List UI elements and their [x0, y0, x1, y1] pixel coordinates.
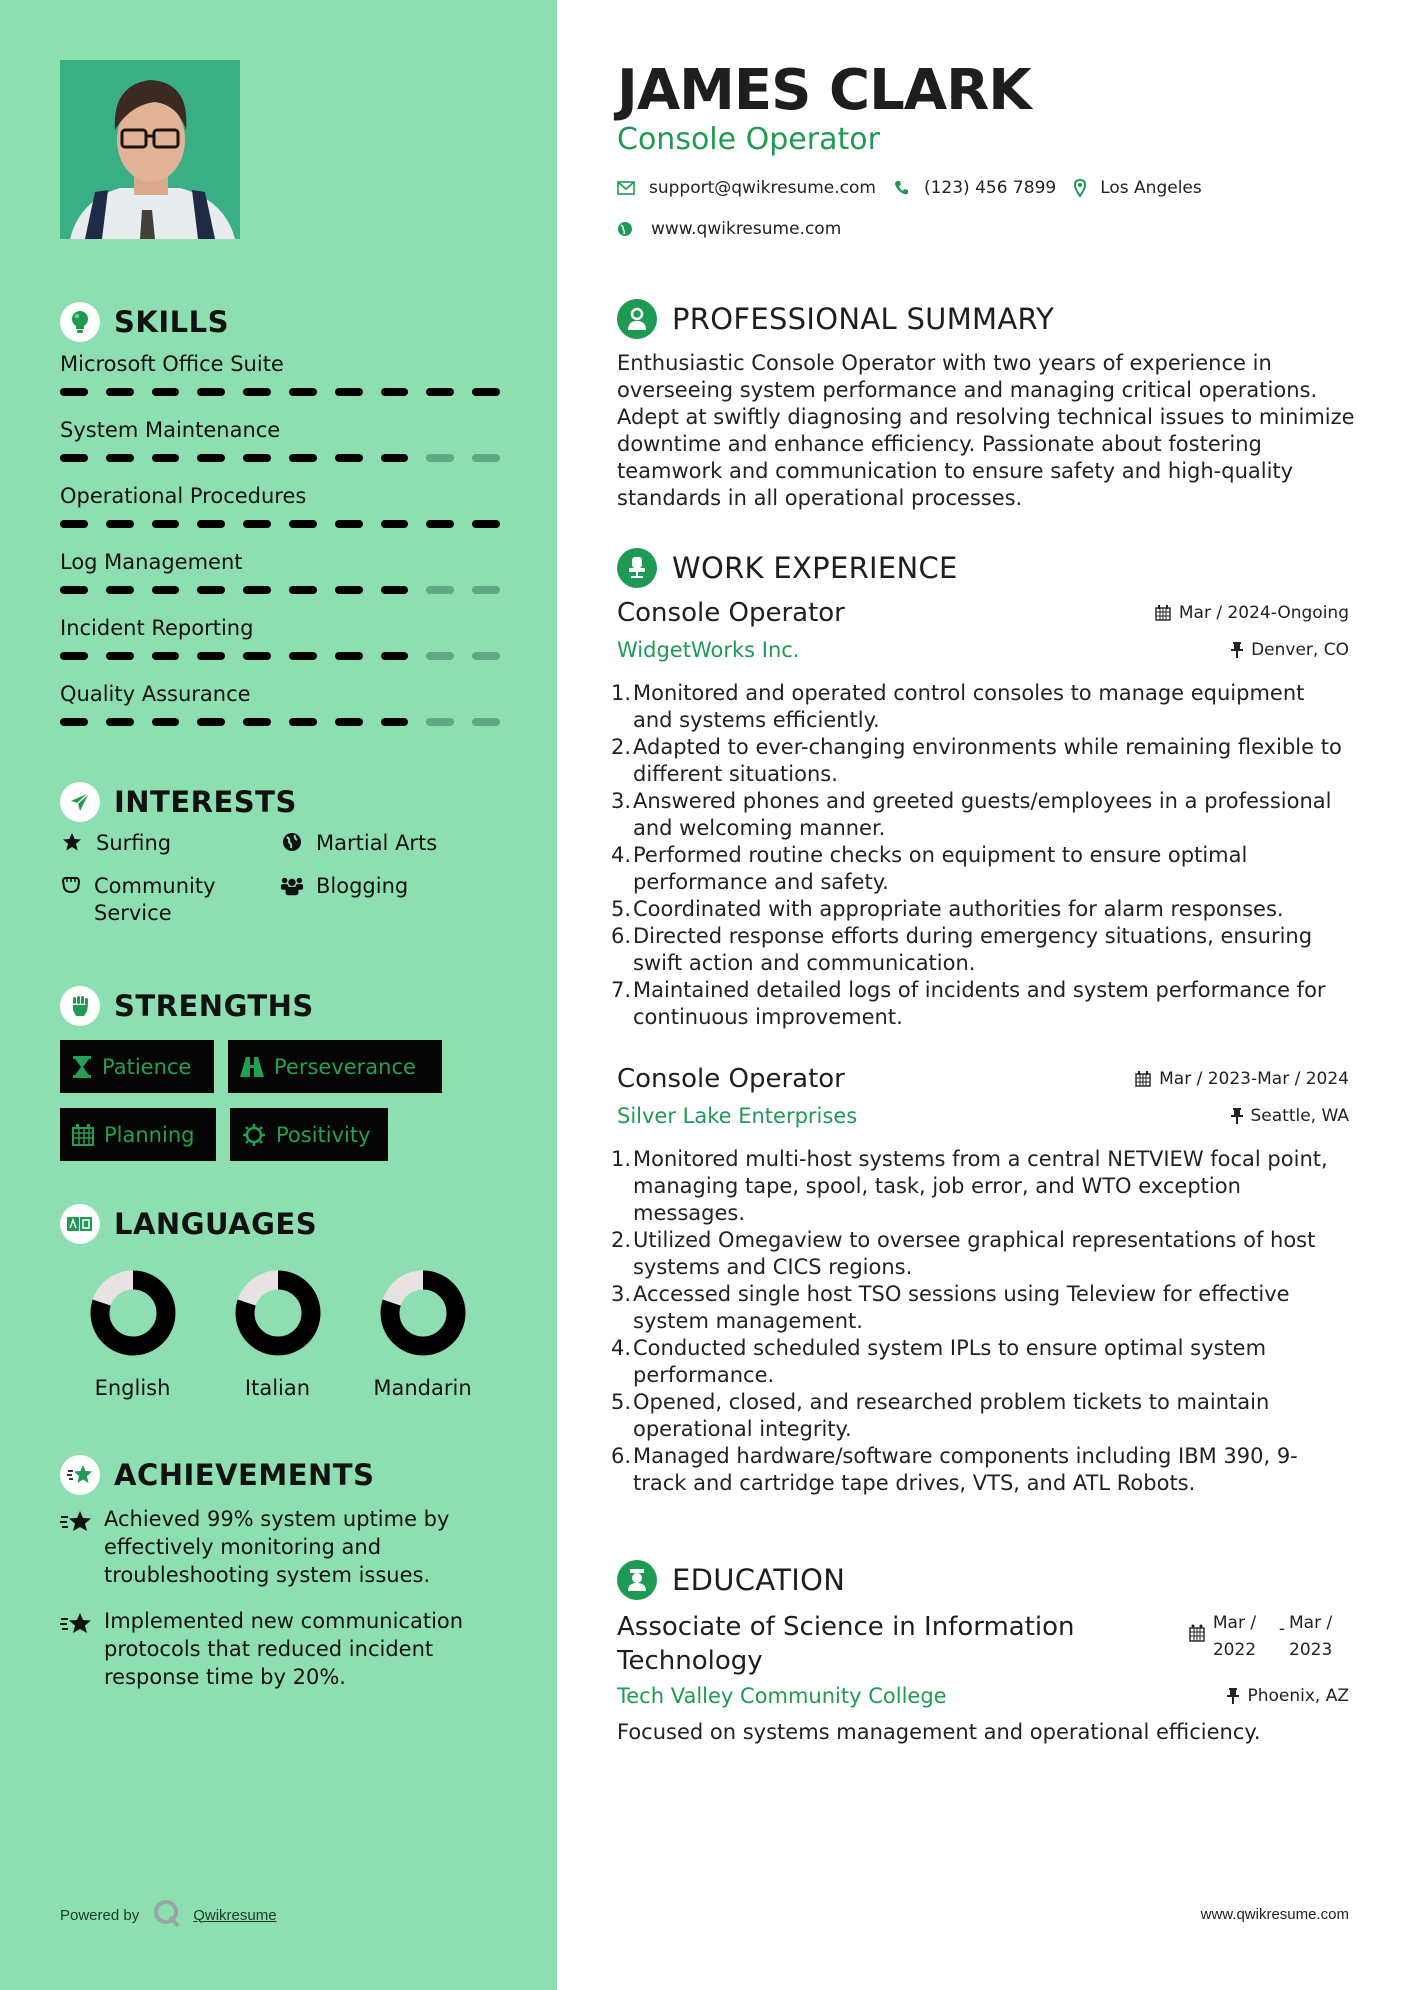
candidate-role: Console Operator	[617, 122, 880, 157]
achievement-item: Implemented new communication protocols that reduced incident response time by 20%.	[60, 1607, 510, 1691]
proficiency-donut	[380, 1270, 466, 1356]
skill-item	[60, 482, 500, 548]
interest-item: Martial Arts	[280, 830, 500, 857]
experience-heading: WORK EXPERIENCE	[617, 548, 958, 588]
strength-chip: Perseverance	[228, 1040, 442, 1093]
skill-name: Incident Reporting	[60, 616, 254, 640]
skill-name: Log Management	[60, 550, 243, 574]
language-item: Italian	[205, 1270, 350, 1400]
job-responsibilities	[610, 1146, 1349, 1497]
achievement-item: Achieved 99% system uptime by effectively monitoring and troubleshooting system issues.	[60, 1505, 510, 1589]
company-name: WidgetWorks Inc.	[617, 638, 800, 662]
languages-list	[60, 1270, 495, 1400]
skill-rating-bar	[60, 520, 500, 528]
website-contact	[617, 219, 841, 239]
skill-item	[60, 614, 500, 680]
language-item: Mandarin	[350, 1270, 495, 1400]
calendar-icon	[1155, 605, 1171, 621]
phone-contact: (123) 456 7899	[894, 178, 1056, 198]
strength-chip: Planning	[60, 1108, 216, 1161]
envelope-icon	[617, 181, 635, 195]
job-dates: Mar / 2024-Ongoing	[1155, 603, 1349, 623]
paper-plane-icon	[60, 782, 100, 822]
responsibility-item: 1. Monitored and operated control consoles to manage equipment and systems efficiently.	[610, 681, 1305, 732]
responsibility-item: 4. Performed routine checks on equipment to ensure optimal performance and safety.	[610, 843, 1248, 894]
responsibility-item: 5. Coordinated with appropriate authorities for alarm responses.	[610, 897, 1284, 921]
pushpin-icon	[1231, 1108, 1243, 1124]
candidate-name: JAMES CLARK	[617, 58, 1031, 123]
skill-name: Quality Assurance	[60, 682, 251, 706]
strength-chip: Patience	[60, 1040, 214, 1093]
job-responsibilities	[610, 680, 1349, 1031]
users-icon	[280, 873, 304, 897]
globe-icon	[617, 221, 633, 237]
summary-text: Enthusiastic Console Operator with two years of experience in overseeing system performance and managing critical operations. Adept at swiftly diagnosing and resolving technical issues to minimize downtime and enhance efficiency. Passionate about fostering teamwork and communication to ensure safety and high-quality standards in all operational processes.	[617, 351, 1355, 510]
skill-item	[60, 680, 500, 746]
job-title: Console Operator	[617, 1064, 845, 1094]
strengths-list	[60, 1040, 500, 1176]
education-entry	[617, 1610, 1349, 1744]
responsibility-item: 2. Adapted to ever-changing environments while remaining flexible to different situations.	[610, 735, 1342, 786]
company-name: Silver Lake Enterprises	[617, 1104, 858, 1128]
school-location: Phoenix, AZ	[1227, 1686, 1349, 1706]
achievements-heading: ACHIEVEMENTS	[60, 1455, 374, 1495]
calendar-icon	[72, 1124, 94, 1146]
pushpin-icon	[1231, 642, 1243, 658]
powered-by: Powered by Qwikresume	[60, 1898, 277, 1932]
user-icon	[617, 299, 657, 339]
road-icon	[240, 1057, 264, 1077]
calendar-icon	[1135, 1071, 1151, 1087]
education-description: Focused on systems management and operational efficiency.	[617, 1720, 1261, 1744]
skill-item	[60, 416, 500, 482]
hourglass-icon	[72, 1056, 92, 1078]
responsibility-item: 6. Managed hardware/software components including IBM 390, 9-track and cartridge tape drives, VTS, and ATL Robots.	[610, 1444, 1298, 1495]
map-pin-icon	[1074, 179, 1086, 197]
job-location: Seattle, WA	[1231, 1106, 1350, 1126]
star-badge-icon	[60, 1607, 92, 1639]
skill-rating-bar	[60, 718, 500, 726]
star-badge-icon	[60, 1505, 92, 1537]
calendar-icon	[1189, 1624, 1205, 1642]
skill-rating-bar	[60, 586, 500, 594]
interests-heading: INTERESTS	[60, 782, 297, 822]
proficiency-donut	[235, 1270, 321, 1356]
education-dates: Mar / 2022 - Mar / 2023	[1189, 1610, 1349, 1678]
job-dates: Mar / 2023-Mar / 2024	[1135, 1069, 1349, 1089]
job-location: Denver, CO	[1231, 640, 1349, 660]
responsibility-item: 3. Accessed single host TSO sessions using Teleview for effective system management.	[610, 1282, 1290, 1333]
email-contact	[617, 178, 876, 198]
sidebar	[0, 0, 557, 1990]
hand-icon	[60, 873, 82, 895]
sun-icon	[242, 1123, 266, 1147]
responsibility-item: 5. Opened, closed, and researched problem tickets to maintain operational integrity.	[610, 1390, 1270, 1441]
achievements-list	[60, 1505, 510, 1709]
pushpin-icon	[1227, 1688, 1239, 1704]
interest-item: Community Service	[60, 873, 280, 927]
responsibility-item: 3. Answered phones and greeted guests/employees in a professional and welcoming manner.	[610, 789, 1332, 840]
responsibility-item: 6. Directed response efforts during emergency situations, ensuring swift action and communication.	[610, 924, 1313, 975]
interest-item: Blogging	[280, 873, 500, 927]
qwikresume-logo-icon	[153, 1898, 181, 1932]
interest-item: Surfing	[60, 830, 280, 857]
globe-icon	[280, 830, 304, 852]
skill-name: Microsoft Office Suite	[60, 352, 284, 376]
graduate-icon	[617, 1560, 657, 1600]
job-title: Console Operator	[617, 598, 845, 628]
profile-photo	[60, 60, 240, 239]
education-heading: EDUCATION	[617, 1560, 845, 1600]
language-item: English	[60, 1270, 205, 1400]
skill-rating-bar	[60, 388, 500, 396]
website-link[interactable]: www.qwikresume.com	[651, 219, 842, 239]
proficiency-donut	[90, 1270, 176, 1356]
footer-url[interactable]: www.qwikresume.com	[1200, 1906, 1349, 1923]
location-contact: Los Angeles	[1074, 178, 1202, 198]
degree-title: Associate of Science in Information Technology	[617, 1612, 1075, 1676]
skills-heading: SKILLS	[60, 302, 229, 342]
responsibility-item: 7. Maintained detailed logs of incidents and system performance for continuous improvement.	[610, 978, 1326, 1029]
skill-rating-bar	[60, 652, 500, 660]
skill-name: System Maintenance	[60, 418, 281, 442]
translate-icon	[60, 1204, 100, 1244]
responsibility-item: 4. Conducted scheduled system IPLs to ensure optimal system performance.	[610, 1336, 1267, 1387]
strengths-heading: STRENGTHS	[60, 986, 314, 1026]
star-icon	[60, 830, 84, 852]
school-name: Tech Valley Community College	[617, 1684, 947, 1708]
skill-rating-bar	[60, 454, 500, 462]
lightbulb-icon	[60, 302, 100, 342]
qwikresume-link[interactable]: Qwikresume	[193, 1906, 277, 1924]
star-badge-icon	[60, 1455, 100, 1495]
contact-row	[617, 178, 1220, 198]
responsibility-item: 1. Monitored multi-host systems from a central NETVIEW focal point, managing tape, spool, task, job error, and WTO exception messages.	[610, 1147, 1328, 1225]
fist-icon	[60, 986, 100, 1026]
office-chair-icon	[617, 548, 657, 588]
skills-list	[60, 350, 500, 746]
strength-chip: Positivity	[230, 1108, 388, 1161]
skill-name: Operational Procedures	[60, 484, 307, 508]
email-link[interactable]: support@qwikresume.com	[649, 178, 876, 198]
interests-list	[60, 830, 500, 927]
summary-heading: PROFESSIONAL SUMMARY	[617, 299, 1054, 339]
responsibility-item: 2. Utilized Omegaview to oversee graphical representations of host systems and CICS regions.	[610, 1228, 1316, 1279]
skill-item	[60, 548, 500, 614]
languages-heading: LANGUAGES	[60, 1204, 317, 1244]
phone-icon	[894, 180, 910, 196]
job-entry	[610, 1064, 1349, 1497]
skill-item	[60, 350, 500, 416]
job-entry	[610, 598, 1349, 1031]
